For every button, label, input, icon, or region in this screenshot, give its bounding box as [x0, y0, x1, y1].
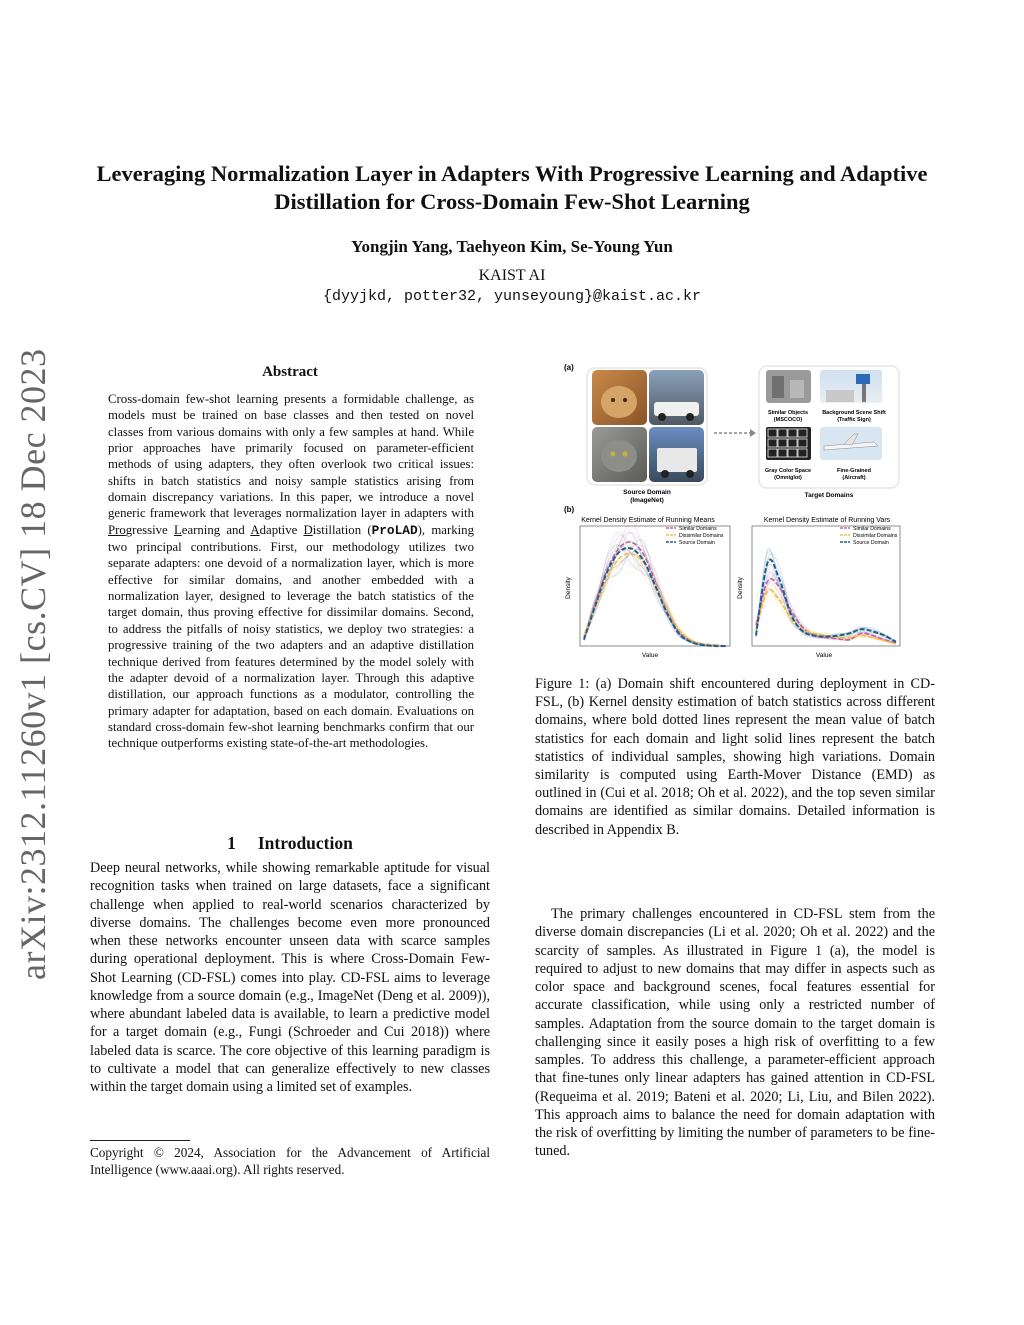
method-name: ProLAD [371, 522, 418, 538]
sample-curve-source-domain [584, 541, 726, 646]
sample-curve-dissimilar-domains [584, 539, 726, 646]
gray-color-label: Gray Color Space [764, 468, 812, 474]
introduction-paragraph: Deep neural networks, while showing remarkable aptitude for visual recognition tasks when trained on large datasets, face a significant challenge when applied to real-world scenarios characterized by diverse domains. The challenges become even more pronounced when these networks encounter unseen data with scarce samples during operational deployment. This is where Cross-Domain Few-Shot Learning (CD-FSL) comes into play. CD-FSL aims to leverage knowledge from a source domain (e.g., ImageNet (Deng et al. 2009)), where abundant labeled data is available, to learn a predictive model for a target domain (e.g., Fungi (Schroeder and Cui 2018)) where labeled data is scarce. The core objective of this learning paradigm is to cultivate a model that can generalize effectively to new classes within the target domain using a limited set of examples. [90, 860, 490, 1095]
target-domains-label: Target Domains [804, 492, 854, 499]
car-image [649, 370, 704, 425]
legend-source: Source Domain [679, 540, 715, 546]
background-shift-label: Background Scene Shift [822, 410, 886, 416]
kde-running-means-chart [565, 517, 730, 659]
source-domain-label: Source Domain [623, 489, 671, 496]
footnote-rule [90, 1140, 190, 1141]
chart-legend [666, 526, 724, 546]
right-column-paragraph: The primary challenges encountered in CD-FSL stem from the diverse domain discrepancies (Li et al. 2020; Oh et al. 2022) and the scarcity of samples. As illustrated in Figure 1 (a), the model is required to adjust to new domains that may differ in aspects such as color space and background scenes, focal features essential for accurate classification, while using only a restricted number of samples. Adaptation from the source domain to the target domain is challenging since it easily poses a high risk of overfitting to a few samples. To address this challenge, a parameter-efficient approach that fine-tunes only linear adapters has gained attention in CD-FSL (Requeima et al. 2019; Bateni et al. 2020; Li, Liu, and Bilen 2022). This approach aims to balance the need for domain adaptation with the risk of overfitting by limiting the number of parameters to be fine-tuned. [535, 906, 935, 1160]
author-list: Yongjin Yang, Taehyeon Kim, Se-Young Yun [351, 237, 673, 256]
background-shift-sublabel: (Traffic Sign) [837, 417, 871, 423]
chart-title: Kernel Density Estimate of Running Means [581, 517, 715, 524]
affiliation: KAIST AI [478, 267, 546, 284]
similar-objects-label: Similar Objects [767, 410, 809, 416]
fine-grained-label: Fine-Grained [837, 468, 871, 474]
target-domains-card [759, 366, 899, 488]
legend-similar: Similar Domains [853, 526, 891, 532]
legend-dissimilar: Dissimilar Domains [679, 533, 724, 539]
kde-running-vars-chart [737, 517, 900, 659]
abstract-heading: Abstract [262, 364, 318, 380]
omniglot-grid-image [766, 427, 811, 460]
author-email[interactable]: {dyyjkd, potter32, yunseyoung}@kaist.ac.kr [322, 288, 702, 305]
figure-1 [562, 360, 912, 660]
x-axis-label: Value [641, 652, 659, 659]
section-heading-introduction: 1 Introduction [227, 833, 353, 853]
y-axis-label: Density [737, 577, 744, 599]
panel-b-label: (b) [564, 505, 575, 514]
source-domain-card [587, 368, 707, 485]
chart-legend [840, 526, 898, 546]
legend-similar: Similar Domains [679, 526, 717, 532]
arxiv-watermark: arXiv:2312.11260v1 [cs.CV] 18 Dec 2023 [13, 348, 53, 980]
y-axis-label: Density [565, 577, 572, 599]
copyright-footnote: Copyright © 2024, Association for the Advancement of Artificial Intelligence (www.aaai.org). All rights reserved. [90, 1145, 490, 1177]
legend-source: Source Domain [853, 540, 889, 546]
similar-objects-sublabel: (MSCOCO) [773, 417, 803, 423]
figure-1-svg [562, 360, 912, 660]
chart-title: Kernel Density Estimate of Running Vars [763, 517, 891, 524]
fine-grained-sublabel: (Aircraft) [842, 475, 866, 481]
abstract-text: Cross-domain few-shot learning presents a formidable challenge, as models must be trained on base classes and then tested on novel classes from various domains with only a few samples at hand. While prior approaches have primarily focused on parameter-efficient methods of using adapters, they often overlook two critical issues: shifts in batch statistics and noisy sample statistics arising from domain discrepancy variations. In this paper, we introduce a novel generic framework that leverages normalization layer in adapters with Progressive Learning and Adaptive Distillation (ProLAD), marking two principal contributions. First, our methodology utilizes two separate adapters: one devoid of a normalization layer, which is more effective for similar domains, and another embedded with a normalization layer, designed to leverage the batch statistics of the target domain, thus proving effective for dissimilar domains. Second, to address the pitfalls of noisy statistics, we deploy two strategies: a progressive training of the two adapters and an adaptive distillation technique derived from features determined by the model solely with the adapter devoid of a normalization layer. Through this adaptive distillation, our approach functions as a modulator, controlling the primary adapter for adaptation, based on each domain. Evaluations on standard cross-domain few-shot learning benchmarks confirm that our technique outperforms existing state-of-the-art methodologies. [108, 392, 474, 751]
paper-title: Leveraging Normalization Layer in Adapters With Progressive Learning and Adaptive Distillation for Cross-Domain Few-Shot Learning [96, 161, 928, 214]
x-axis-label: Value [815, 652, 833, 659]
mean-curve-dissimilar-domains [584, 554, 726, 646]
gray-color-sublabel: (Omniglot) [774, 475, 802, 481]
source-domain-sublabel: (ImageNet) [630, 497, 664, 504]
sample-curve-dissimilar-domains [584, 552, 726, 646]
panel-a-label: (a) [564, 363, 574, 372]
figure-1-caption: Figure 1: (a) Domain shift encountered during deployment in CD-FSL, (b) Kernel density estimation of batch statistics across different domains, where bold dotted lines represent the mean value of batch statistics for each domain and light solid lines represent the batch statistics of individual samples, showing high variations. Domain similarity is computed using Earth-Mover Distance (EMD) as outlined in (Cui et al. 2018; Oh et al. 2022), and the top seven similar domains are identified as similar domains. Detailed information is described in Appendix B. [535, 676, 935, 838]
legend-dissimilar: Dissimilar Domains [853, 533, 898, 539]
mean-curve-source-domain [756, 559, 896, 641]
